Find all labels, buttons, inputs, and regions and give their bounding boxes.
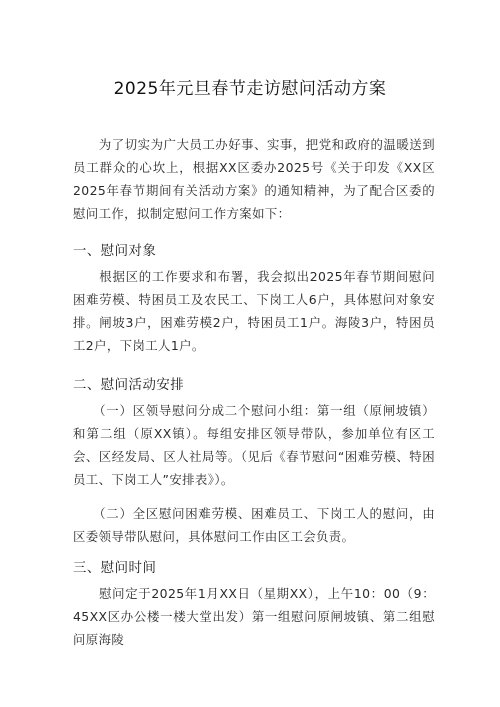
section-heading-time: 三、慰问时间 <box>73 561 157 576</box>
section-targets-paragraph: 根据区的工作要求和布署，我会拟出2025年春节期间慰问困难劳模、特困员工及农民工、下岗工人6户，具体慰问对象安排。闸坡3户，困难劳模2户，特困员工1户。海陵3户，特困员工2户，下岗工人1户。 <box>73 269 435 353</box>
document-title: 2025年元旦春节走访慰问活动方案 <box>113 79 387 99</box>
section-heading-targets: 一、慰问对象 <box>73 244 157 259</box>
section-arrangements-paragraph-2: （二）全区慰问困难劳模、困难员工、下岗工人的慰问，由区委领导带队慰问，具体慰问工作由区工会负责。 <box>73 506 435 544</box>
section-arrangements-paragraph-1: （一）区领导慰问分成二个慰问小组：第一组（原闸坡镇）和第二组（原XX镇）。每组安排区领导带队，参加单位有区工会、区经发局、区人社局等。（见后《春节慰问“困难劳模、特困员工、下岗工人”安排表》）。 <box>73 403 435 487</box>
section-time-paragraph: 慰问定于2025年1月XX日（星期XX），上午10：00（9：45XX区办公楼一楼大堂出发）第一组慰问原闸坡镇、第二组慰问原海陵 <box>73 586 435 647</box>
section-heading-arrangements: 二、慰问活动安排 <box>73 378 185 393</box>
intro-paragraph: 为了切实为广大员工办好事、实事，把党和政府的温暖送到员工群众的心坎上，根据XX区委办2025号《关于印发《XX区2025年春节期间有关活动方案》的通知精神，为了配合区委的慰问工作，拟制定慰问工作方案如下： <box>73 137 435 221</box>
